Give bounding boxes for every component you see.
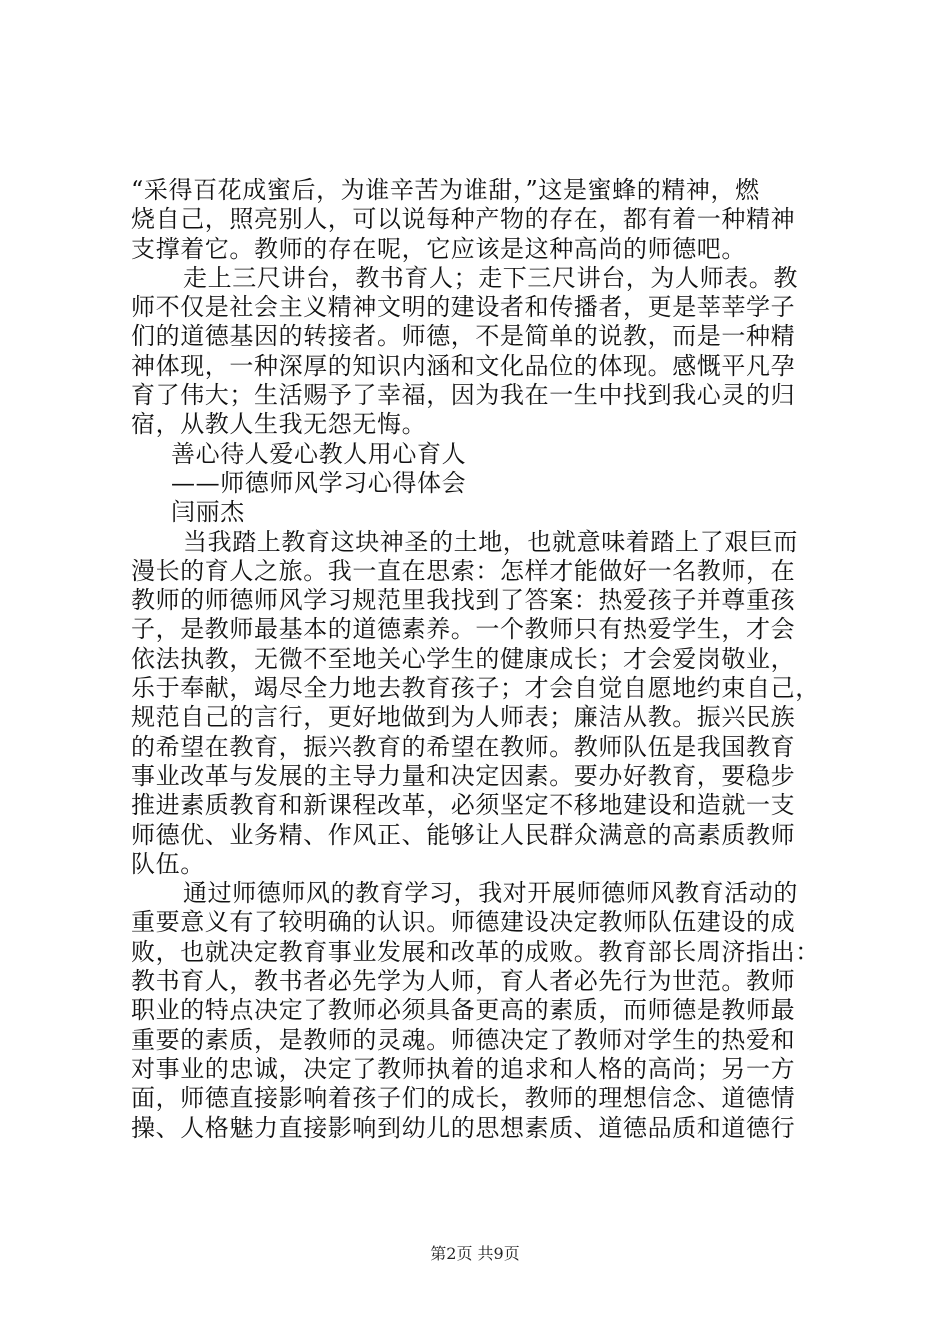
text-line: 职业的特点决定了教师必须具备更高的素质，而师德是教师最	[131, 996, 796, 1025]
heading-line: ——师德师风学习心得体会	[171, 468, 467, 497]
heading-line: 闫丽杰	[171, 498, 245, 527]
text-line: 事业改革与发展的主导力量和决定因素。要办好教育，要稳步	[131, 761, 796, 790]
text-line: 重要的素质，是教师的灵魂。师德决定了教师对学生的热爱和	[131, 1025, 796, 1054]
text-line: 败，也就决定教育事业发展和改革的成败。教育部长周济指出：	[131, 937, 820, 966]
text-line: 支撑着它。教师的存在呢，它应该是这种高尚的师德吧。	[131, 234, 746, 263]
text-line: 规范自己的言行，更好地做到为人师表；廉洁从教。振兴民族	[131, 703, 796, 732]
text-line: 依法执教，无微不至地关心学生的健康成长；才会爱岗敬业，	[131, 644, 796, 673]
text-line: 师不仅是社会主义精神文明的建设者和传播者，更是莘莘学子	[131, 293, 796, 322]
text-line: 走上三尺讲台，教书育人；走下三尺讲台，为人师表。教	[183, 263, 798, 292]
text-line: 对事业的忠诚，决定了教师执着的追求和人格的高尚；另一方	[131, 1054, 796, 1083]
text-line: 教书育人，教书者必先学为人师，育人者必先行为世范。教师	[131, 967, 796, 996]
page-number-footer: 第2页 共9页	[430, 1244, 520, 1263]
text-line: 宿，从教人生我无怨无悔。	[131, 410, 427, 439]
text-line: 子，是教师最基本的道德素养。一个教师只有热爱学生，才会	[131, 615, 796, 644]
text-line: “采得百花成蜜后，为谁辛苦为谁甜，”这是蜜蜂的精神，燃	[131, 176, 760, 204]
text-line: 的希望在教育，振兴教育的希望在教师。教师队伍是我国教育	[131, 732, 796, 761]
text-line: 教师的师德师风学习规范里我找到了答案：热爱孩子并尊重孩	[131, 586, 796, 615]
heading-line: 善心待人爱心教人用心育人	[171, 439, 467, 468]
text-line: 当我踏上教育这块神圣的土地，也就意味着踏上了艰巨而	[183, 527, 798, 556]
text-line: 育了伟大；生活赐予了幸福，因为我在一生中找到我心灵的归	[131, 381, 796, 410]
text-line: 乐于奉献，竭尽全力地去教育孩子；才会自觉自愿地约束自己，	[131, 674, 820, 703]
text-line: 重要意义有了较明确的认识。师德建设决定教师队伍建设的成	[131, 908, 796, 937]
text-line: 操、人格魅力直接影响到幼儿的思想素质、道德品质和道德行	[131, 1113, 796, 1142]
text-line: 推进素质教育和新课程改革，必须坚定不移地建设和造就一支	[131, 791, 796, 820]
text-line: 神体现，一种深厚的知识内涵和文化品位的体现。感慨平凡孕	[131, 351, 796, 380]
document-body	[131, 176, 831, 1143]
text-line: 漫长的育人之旅。我一直在思索：怎样才能做好一名教师，在	[131, 556, 796, 585]
text-line: 队伍。	[131, 849, 205, 878]
text-line: 师德优、业务精、作风正、能够让人民群众满意的高素质教师	[131, 820, 796, 849]
text-line: 烧自己，照亮别人，可以说每种产物的存在，都有着一种精神	[131, 205, 796, 234]
text-line: 通过师德师风的教育学习，我对开展师德师风教育活动的	[183, 879, 798, 908]
text-line: 们的道德基因的转接者。师德，不是简单的说教，而是一种精	[131, 322, 796, 351]
text-line: 面，师德直接影响着孩子们的成长，教师的理想信念、道德情	[131, 1084, 796, 1113]
